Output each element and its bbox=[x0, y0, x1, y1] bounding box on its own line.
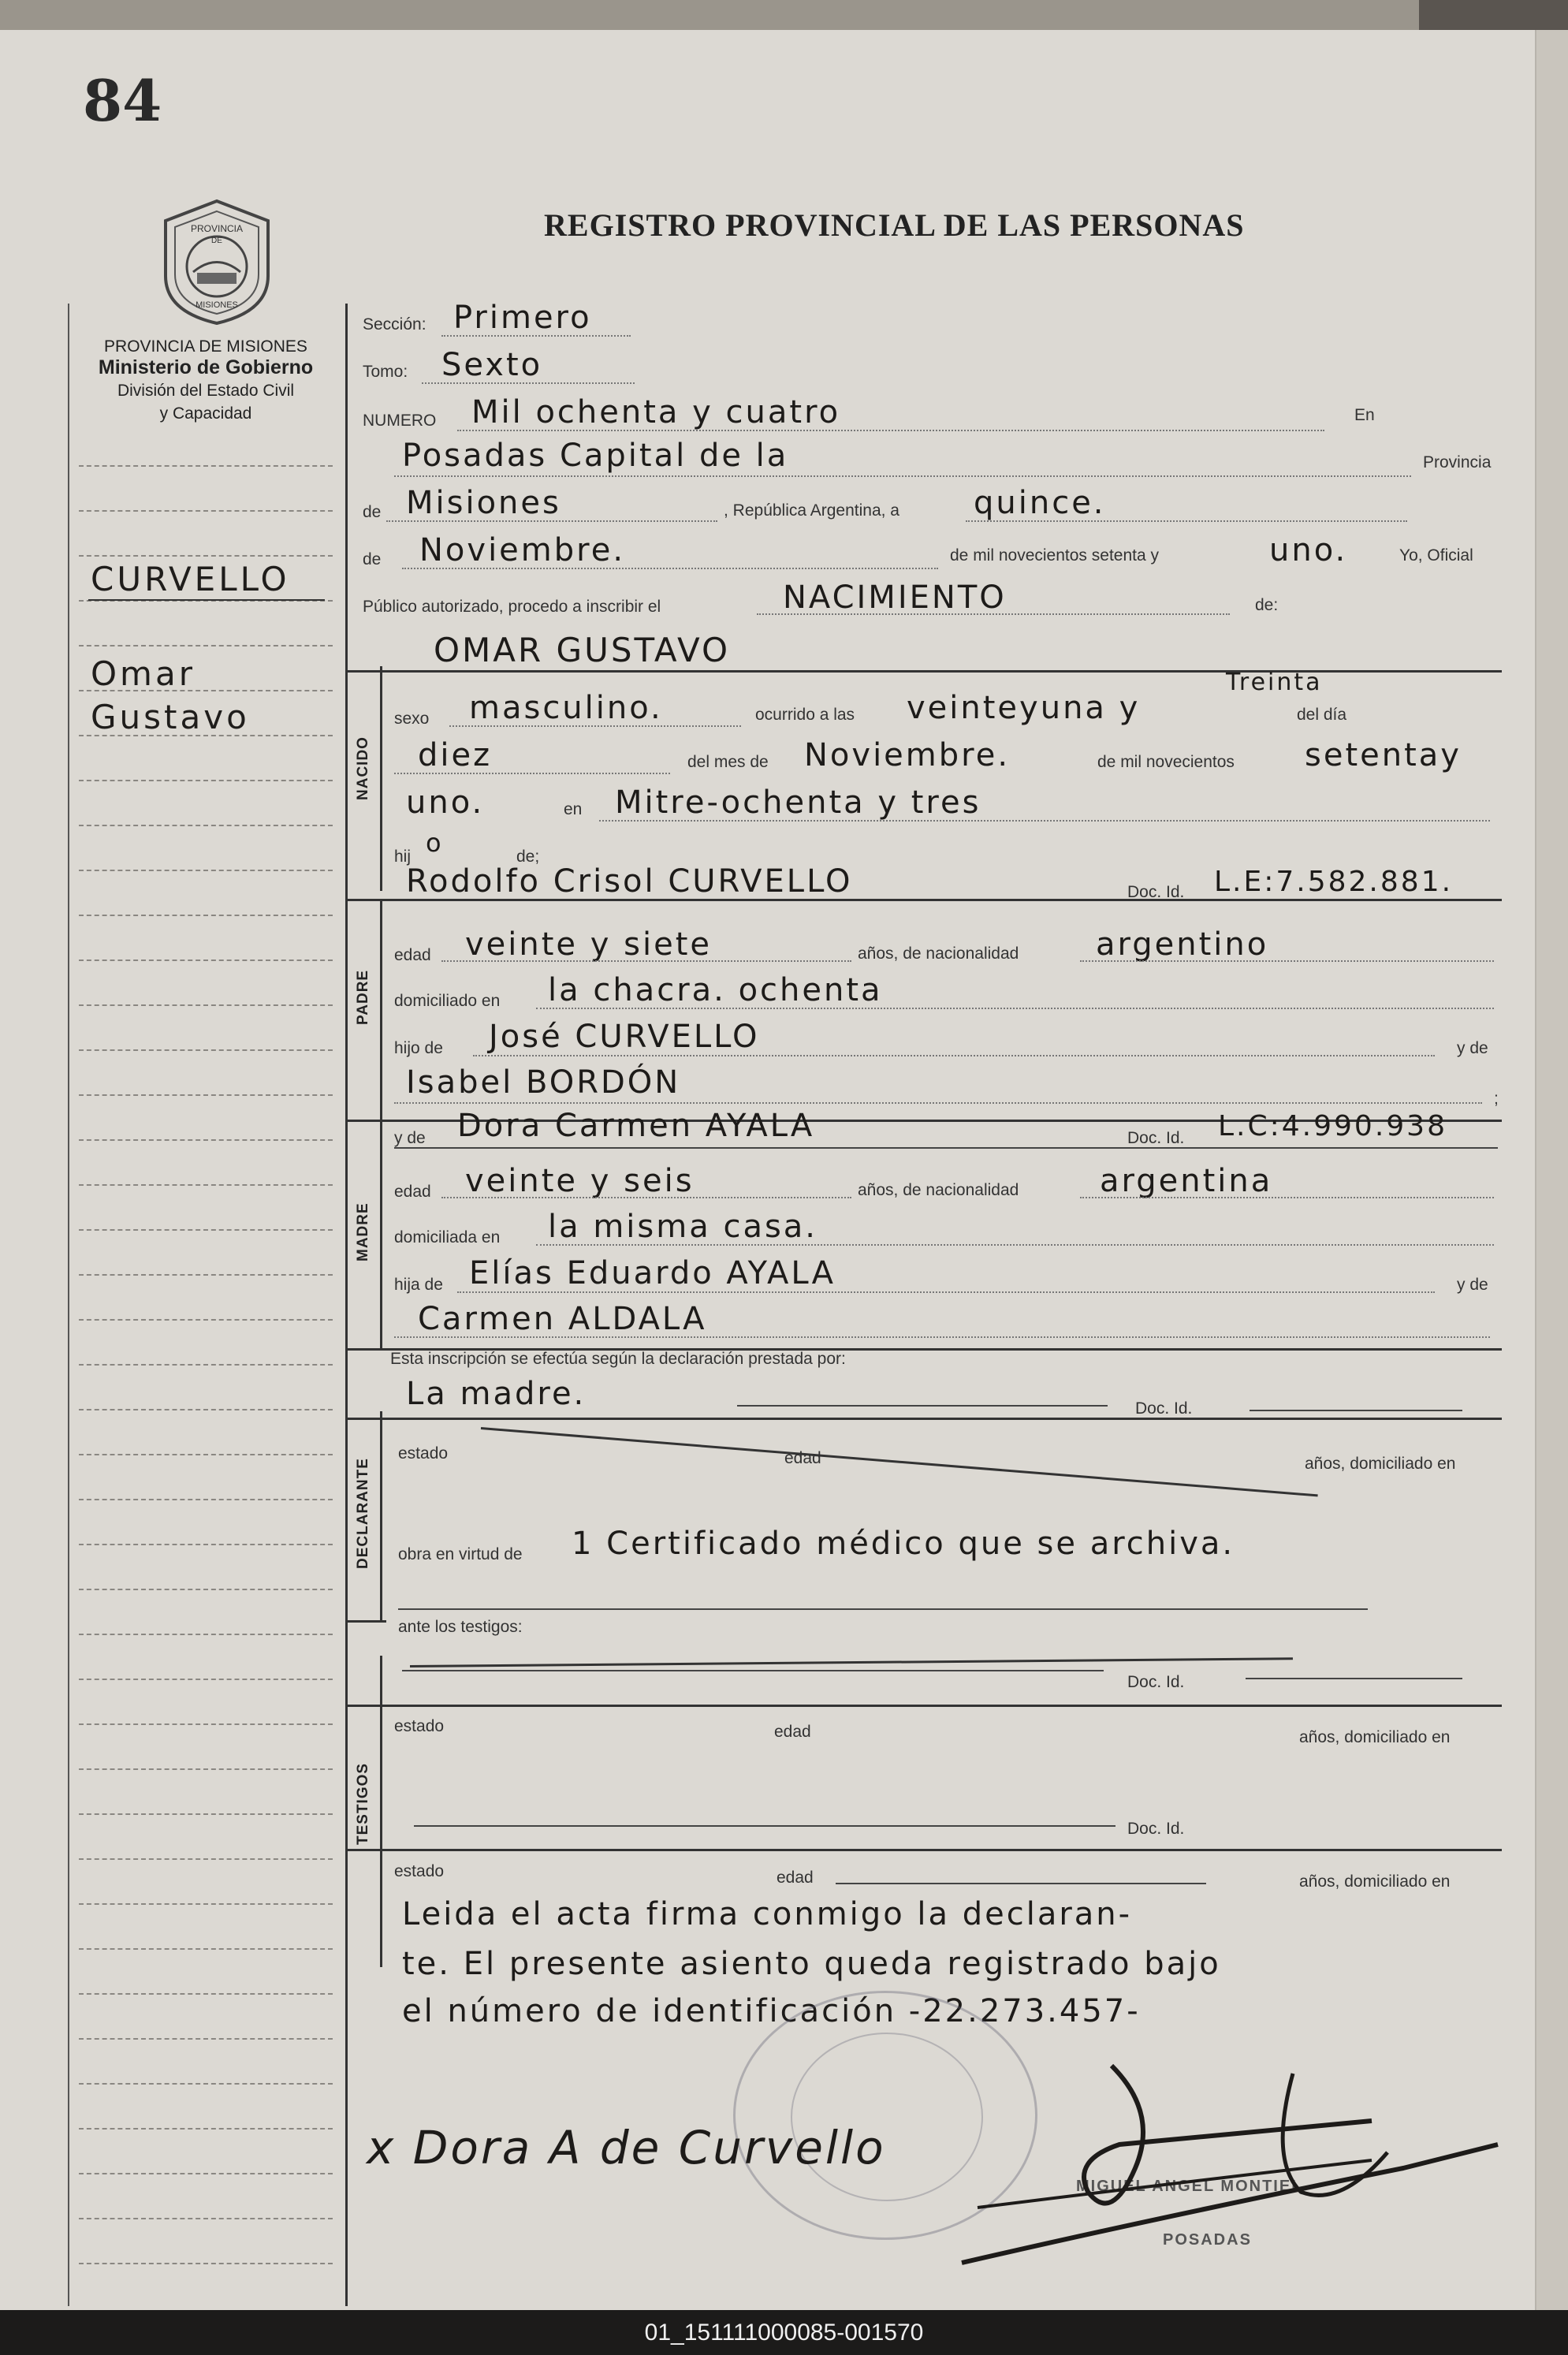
margin-rule-line bbox=[79, 1858, 333, 1860]
margin-rule-line bbox=[79, 1184, 333, 1186]
margin-rule-line bbox=[79, 1948, 333, 1950]
declarante-strike bbox=[481, 1427, 1318, 1496]
padre-nombre: Rodolfo Crisol CURVELLO bbox=[406, 863, 853, 900]
cierre-line-2: te. El presente asiento queda registrado bajo bbox=[402, 1946, 1221, 1982]
madre-yde2-label: y de bbox=[1457, 1276, 1488, 1294]
margin-rule-line bbox=[79, 780, 333, 781]
seal-text-top: PROVINCIA bbox=[190, 223, 244, 234]
numero-value: Mil ochenta y cuatro bbox=[471, 394, 841, 430]
padre-dom-label: domiciliado en bbox=[394, 992, 501, 1010]
nacido-dia-value: diez bbox=[418, 737, 493, 773]
margin-rule-line bbox=[79, 960, 333, 961]
del-dia-label: del día bbox=[1297, 706, 1347, 724]
madre-madre-de: Carmen ALDALA bbox=[418, 1301, 707, 1337]
mil-label: de mil novecientos setenta y bbox=[950, 546, 1159, 565]
padre-padre-de: José CURVELLO bbox=[489, 1019, 760, 1055]
testigo2-edad-line bbox=[836, 1883, 1206, 1884]
margin-rule-line bbox=[79, 1139, 333, 1141]
padre-domicilio: la chacra. ochenta bbox=[548, 972, 883, 1008]
numero-label: NUMERO bbox=[363, 412, 437, 430]
testigos-rule-1 bbox=[347, 1705, 1502, 1707]
nacido-en-label: en bbox=[564, 800, 583, 818]
margin-rule-line bbox=[79, 2083, 333, 2085]
ocurrido-label: ocurrido a las bbox=[755, 706, 855, 724]
obra-value: 1 Certificado médico que se archiva. bbox=[572, 1526, 1235, 1562]
padre-doc-label: Doc. Id. bbox=[1127, 883, 1185, 901]
nacido-dia-dots bbox=[394, 773, 670, 774]
padre-hijo-dots bbox=[473, 1055, 1435, 1056]
margin-rule-line bbox=[79, 1813, 333, 1815]
padre-nacionalidad: argentino bbox=[1096, 926, 1269, 963]
margin-rule-line bbox=[79, 1589, 333, 1590]
declarante-estado-label: estado bbox=[398, 1444, 449, 1463]
madre-doc-label: Doc. Id. bbox=[1127, 1129, 1185, 1147]
declarante-anios-label: años, domiciliado en bbox=[1305, 1455, 1456, 1473]
margin-rule-line bbox=[79, 510, 333, 512]
madre-edad-dots bbox=[441, 1197, 851, 1198]
margin-column bbox=[68, 304, 348, 2306]
margin-rule-line bbox=[79, 915, 333, 916]
nacido-anio-1: setentay bbox=[1305, 737, 1462, 773]
dia-value: quince. bbox=[974, 485, 1106, 521]
margin-given-name-2: Gustavo bbox=[91, 698, 250, 736]
cierre-line-3: el número de identificación -22.273.457- bbox=[402, 1993, 1141, 2029]
stamp-name-text: MIGUEL ANGEL MONTIEL bbox=[1076, 2178, 1303, 2195]
testigo2-doc-label: Doc. Id. bbox=[1127, 1820, 1185, 1838]
madre-name-rule bbox=[394, 1147, 1498, 1149]
margin-rule-line bbox=[79, 1409, 333, 1410]
madre-edad-value: veinte y seis bbox=[465, 1163, 695, 1199]
madre-nac-label: años, de nacionalidad bbox=[858, 1181, 1019, 1199]
acto-dots bbox=[757, 613, 1230, 615]
de-label: de bbox=[363, 503, 382, 521]
madre-doc-value: L.C:4.990.938 bbox=[1218, 1110, 1447, 1142]
binding-fold bbox=[1419, 0, 1568, 30]
margin-rule-line bbox=[79, 1679, 333, 1680]
madre-section-label: MADRE bbox=[355, 1202, 371, 1261]
padre-yde-label: y de bbox=[1457, 1039, 1488, 1057]
obra-line bbox=[398, 1608, 1368, 1610]
margin-rule-line bbox=[79, 1768, 333, 1770]
seccion-dots bbox=[441, 335, 631, 337]
margin-rule-line bbox=[79, 1499, 333, 1500]
office-line-3: División del Estado Civil bbox=[117, 382, 295, 400]
margin-rule-line bbox=[79, 2173, 333, 2174]
madre-dom-label: domiciliada en bbox=[394, 1228, 501, 1246]
madre-hija-dots bbox=[457, 1291, 1435, 1293]
nacido-section-label: NACIDO bbox=[355, 736, 371, 800]
testigo1-estado-label: estado bbox=[394, 1717, 445, 1735]
provincia-label: Provincia bbox=[1423, 453, 1492, 471]
nacido-mes-value: Noviembre. bbox=[804, 737, 1011, 773]
en-label: En bbox=[1354, 406, 1375, 424]
padre-madre-dots bbox=[394, 1102, 1482, 1104]
margin-rule-line bbox=[79, 2128, 333, 2130]
madre-padre-de: Elías Eduardo AYALA bbox=[469, 1255, 836, 1291]
madre-madre-dots bbox=[394, 1336, 1490, 1338]
padre-semicolon: ; bbox=[1494, 1090, 1499, 1108]
office-line-2: Ministerio de Gobierno bbox=[98, 356, 314, 378]
seccion-value: Primero bbox=[453, 300, 592, 336]
declarante-doc-line bbox=[1250, 1410, 1462, 1411]
testigo1-edad-label: edad bbox=[774, 1723, 811, 1741]
provincia-dots bbox=[386, 520, 717, 522]
margin-rule-line bbox=[79, 1364, 333, 1366]
seal-text-mid: DE bbox=[211, 237, 222, 245]
issuing-office bbox=[68, 337, 344, 425]
declarante-doc-label: Doc. Id. bbox=[1135, 1399, 1193, 1418]
mes-dots bbox=[402, 568, 938, 569]
padre-edad-value: veinte y siete bbox=[465, 926, 712, 963]
testigos-intro-label: ante los testigos: bbox=[398, 1618, 523, 1636]
office-line-1: PROVINCIA DE MISIONES bbox=[104, 337, 307, 356]
anio-value: uno. bbox=[1269, 532, 1348, 568]
padre-nac-dots bbox=[1080, 960, 1494, 962]
padre-edad-dots bbox=[441, 960, 851, 962]
testigo1-line bbox=[402, 1670, 1104, 1671]
office-line-4: y Capacidad bbox=[159, 404, 252, 423]
madre-hija-label: hija de bbox=[394, 1276, 443, 1294]
margin-rule-line bbox=[79, 1274, 333, 1276]
mes-value: Noviembre. bbox=[419, 532, 626, 568]
republica-label: , República Argentina, a bbox=[724, 501, 899, 520]
declarant-signature: x Dora A de Curvello bbox=[367, 2121, 886, 2174]
margin-rule-line bbox=[79, 1544, 333, 1545]
lugar-dots bbox=[394, 475, 1411, 477]
margin-rule-line bbox=[79, 1723, 333, 1725]
testigo1-doc-label: Doc. Id. bbox=[1127, 1673, 1185, 1691]
margin-given-name-1: Omar bbox=[91, 654, 196, 693]
margin-rule-line bbox=[79, 1004, 333, 1006]
madre-nac-dots bbox=[1080, 1197, 1494, 1198]
page-edge bbox=[1535, 30, 1568, 2310]
provincia-value: Misiones bbox=[406, 485, 561, 521]
margin-surname: CURVELLO bbox=[91, 560, 290, 598]
tomo-value: Sexto bbox=[441, 347, 543, 383]
document-title: REGISTRO PROVINCIAL DE LAS PERSONAS bbox=[544, 207, 1245, 243]
margin-rule-line bbox=[79, 555, 333, 557]
padre-edad-label: edad bbox=[394, 946, 431, 964]
testigos-rule-2 bbox=[347, 1849, 1502, 1851]
nacido-anio-2: uno. bbox=[406, 784, 485, 821]
binding-strip bbox=[0, 0, 1568, 30]
margin-rule-line bbox=[79, 2263, 333, 2264]
hora-value: veinteyuna y bbox=[907, 690, 1141, 726]
dia-dots bbox=[966, 520, 1407, 522]
declarante-nombre: La madre. bbox=[406, 1376, 587, 1412]
padre-nac-label: años, de nacionalidad bbox=[858, 945, 1019, 963]
publico-label: Público autorizado, procedo a inscribir el bbox=[363, 598, 661, 616]
margin-rule-line bbox=[79, 465, 333, 467]
madre-yde-label: y de bbox=[394, 1129, 426, 1147]
sexo-dots bbox=[449, 725, 741, 727]
tomo-label: Tomo: bbox=[363, 363, 408, 381]
stamp-city-text: POSADAS bbox=[1163, 2231, 1252, 2249]
surname-underline bbox=[88, 599, 325, 601]
testigo1-strike bbox=[410, 1657, 1293, 1668]
hijo-label: hij bbox=[394, 848, 412, 866]
nacido-lugar-value: Mitre-ochenta y tres bbox=[615, 784, 981, 821]
margin-rule-line bbox=[79, 825, 333, 826]
hora-extra-value: Treinta bbox=[1226, 669, 1323, 696]
padre-dom-dots bbox=[536, 1008, 1494, 1009]
testigo2-line bbox=[414, 1825, 1115, 1827]
testigo2-estado-label: estado bbox=[394, 1862, 445, 1880]
hijo-letter: o bbox=[426, 828, 444, 858]
acto-value: NACIMIENTO bbox=[783, 579, 1007, 616]
declarante-name-line bbox=[737, 1405, 1108, 1407]
testigo2-anios-label: años, domiciliado en bbox=[1299, 1872, 1451, 1891]
official-signature-icon bbox=[930, 2050, 1529, 2286]
declarante-edad-label: edad bbox=[784, 1449, 821, 1467]
lugar-value: Posadas Capital de la bbox=[402, 438, 789, 474]
declarante-intro-label: Esta inscripción se efectúa según la declaración prestada por: bbox=[390, 1350, 846, 1368]
declarante-section-label: DECLARANTE bbox=[355, 1458, 371, 1569]
margin-rule-line bbox=[79, 1229, 333, 1231]
seccion-label: Sección: bbox=[363, 315, 426, 334]
testigo2-edad-label: edad bbox=[777, 1869, 814, 1887]
sexo-value: masculino. bbox=[469, 690, 663, 726]
margin-rule-line bbox=[79, 1634, 333, 1635]
padre-hijo-label: hijo de bbox=[394, 1039, 443, 1057]
margin-rule-line bbox=[79, 1454, 333, 1455]
madre-domicilio: la misma casa. bbox=[548, 1209, 818, 1245]
declarante-rule bbox=[347, 1418, 1502, 1420]
padre-madre-de: Isabel BORDÓN bbox=[406, 1064, 681, 1101]
hijo-de-label: de; bbox=[516, 848, 540, 866]
testigos-section-label: TESTIGOS bbox=[355, 1762, 371, 1845]
mes-label: del mes de bbox=[687, 753, 769, 771]
margin-rule-line bbox=[79, 1319, 333, 1321]
image-identifier: 01_151111000085-001570 bbox=[0, 2310, 1568, 2355]
margin-rule-line bbox=[79, 870, 333, 871]
sexo-label: sexo bbox=[394, 710, 430, 728]
de-colon-label: de: bbox=[1255, 596, 1279, 614]
nacido-lugar-dots bbox=[599, 820, 1490, 822]
margin-rule-line bbox=[79, 1993, 333, 1995]
de-label-2: de bbox=[363, 550, 382, 568]
padre-doc-value: L.E:7.582.881. bbox=[1214, 866, 1454, 898]
nacido-mil-label: de mil novecientos bbox=[1097, 753, 1235, 771]
testigos-tick bbox=[347, 1620, 386, 1623]
madre-edad-label: edad bbox=[394, 1183, 431, 1201]
madre-dom-dots bbox=[536, 1244, 1494, 1246]
margin-rule-line bbox=[79, 2038, 333, 2040]
seal-text-bottom: MISIONES bbox=[196, 300, 238, 310]
margin-rule-line bbox=[79, 1049, 333, 1051]
numero-dots bbox=[457, 430, 1324, 431]
obra-label: obra en virtud de bbox=[398, 1545, 523, 1563]
padre-section-label: PADRE bbox=[355, 969, 371, 1025]
folio-number: 84 bbox=[83, 67, 162, 134]
madre-nacionalidad: argentina bbox=[1100, 1163, 1273, 1199]
oficial-label: Yo, Oficial bbox=[1399, 546, 1473, 565]
margin-rule-line bbox=[79, 645, 333, 647]
tomo-dots bbox=[422, 382, 635, 384]
madre-nombre: Dora Carmen AYALA bbox=[457, 1108, 815, 1144]
cierre-line-1: Leida el acta firma conmigo la declaran- bbox=[402, 1896, 1133, 1932]
margin-rule-line bbox=[79, 1903, 333, 1905]
nacido-nombre: OMAR GUSTAVO bbox=[434, 631, 730, 669]
margin-rule-line bbox=[79, 2218, 333, 2219]
margin-rule-line bbox=[79, 1094, 333, 1096]
nacido-top-rule bbox=[347, 670, 1502, 673]
testigo1-anios-label: años, domiciliado en bbox=[1299, 1728, 1451, 1746]
testigo1-doc-line bbox=[1246, 1678, 1462, 1679]
